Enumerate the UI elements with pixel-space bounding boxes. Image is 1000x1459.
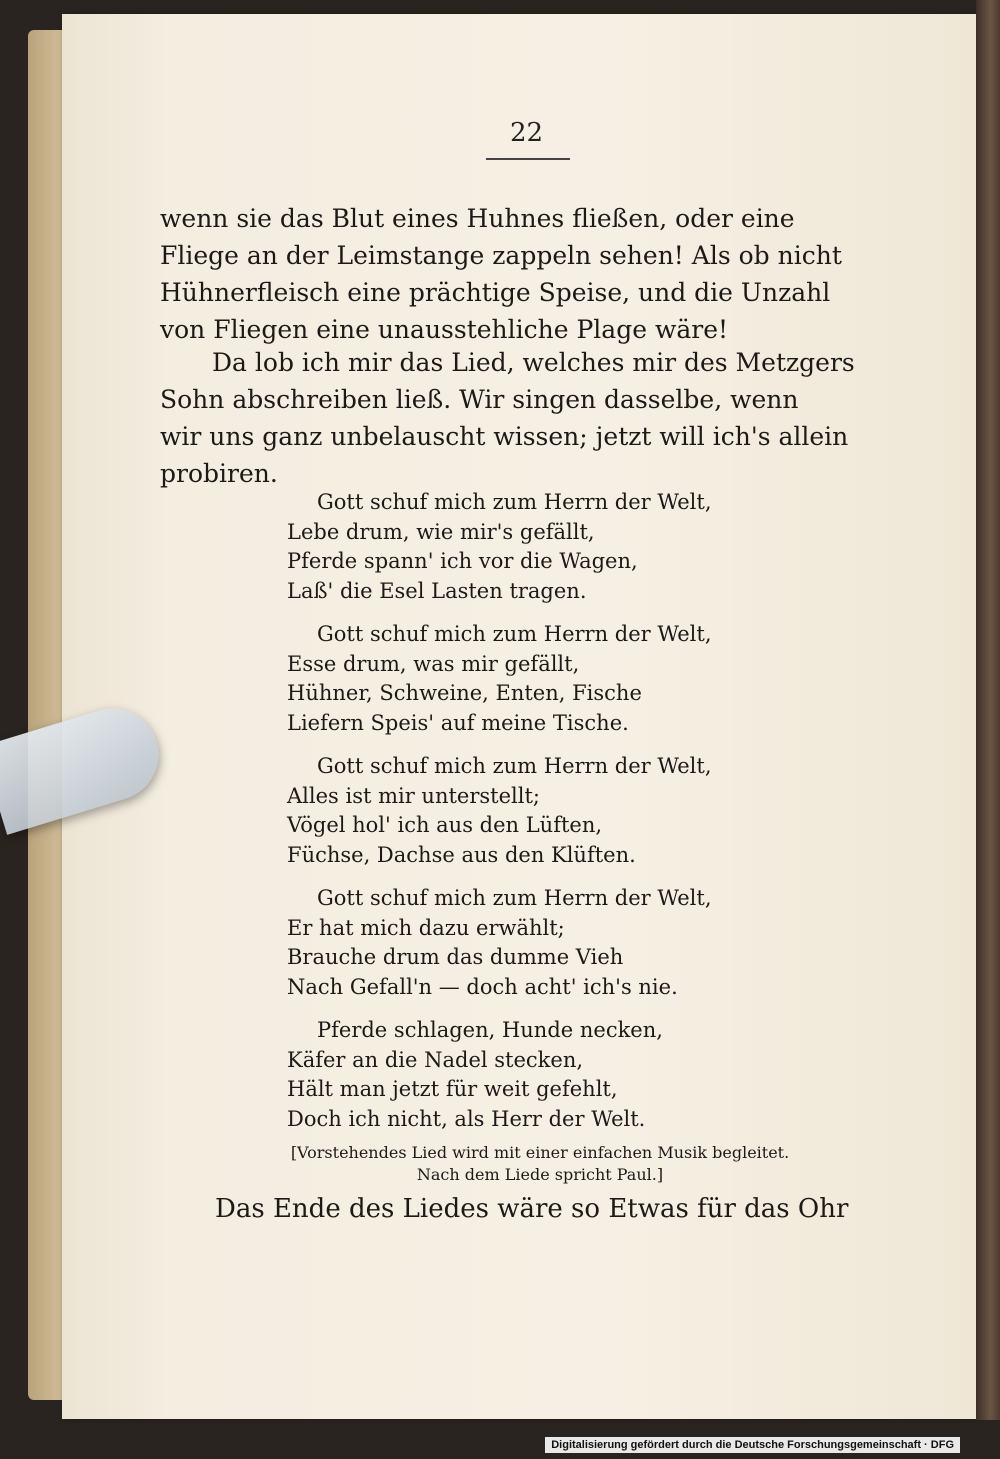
verse-line: Käfer an die Nadel stecken, [287, 1047, 584, 1072]
verse-line: Füchse, Dachse aus den Klüften. [287, 842, 636, 867]
text-line: Sohn abschreiben ließ. Wir singen dasselbe, wenn [160, 385, 799, 414]
verse-line: Nach Gefall'n — doch acht' ich's nie. [287, 974, 678, 999]
verse-line: Gott schuf mich zum Herrn der Welt, [317, 622, 712, 646]
page-number: 22 [510, 118, 544, 148]
verse-line: Hält man jetzt für weit gefehlt, [287, 1077, 618, 1102]
text-line: von Fliegen eine unausstehliche Plage wäre! [160, 315, 729, 344]
stanza-2 [287, 620, 712, 738]
verse-line: Brauche drum das dumme Vieh [287, 945, 624, 970]
text-line: Da lob ich mir das Lied, welches mir des Metzgers [212, 348, 855, 377]
paragraph-1 [160, 200, 905, 348]
stage-direction-line: Nach dem Liede spricht Paul.] [416, 1165, 664, 1184]
text-line: probiren. [160, 459, 278, 488]
verse-line: Alles ist mir unterstellt; [287, 783, 540, 808]
stanza-4 [287, 884, 712, 1002]
dfg-footer: Digitalisierung gefördert durch die Deutsche Forschungsgemeinschaft · DFG [545, 1437, 960, 1453]
verse-line: Gott schuf mich zum Herrn der Welt, [317, 754, 712, 778]
stanza-5 [287, 1016, 663, 1134]
verse-line: Lebe drum, wie mir's gefällt, [287, 519, 595, 544]
text-line: Hühnerfleisch eine prächtige Speise, und die Unzahl [160, 278, 831, 307]
verse-line: Pferde schlagen, Hunde necken, [317, 1018, 663, 1042]
verse-line: Pferde spann' ich vor die Wagen, [287, 549, 638, 574]
stage-direction [230, 1142, 850, 1186]
book-spine-shadow [976, 0, 1000, 1420]
verse-line: Gott schuf mich zum Herrn der Welt, [317, 490, 712, 514]
text-line: Fliege an der Leimstange zappeln sehen! Als ob nicht [160, 241, 842, 270]
closing-line: Das Ende des Liedes wäre so Etwas für das Ohr [215, 1194, 849, 1224]
stage-direction-line: [Vorstehendes Lied wird mit einer einfachen Musik begleitet. [290, 1143, 790, 1162]
stanza-3 [287, 752, 712, 870]
verse-line: Gott schuf mich zum Herrn der Welt, [317, 886, 712, 910]
header-rule [486, 158, 570, 160]
verse-line: Esse drum, was mir gefällt, [287, 651, 580, 676]
stanza-1 [287, 488, 712, 606]
verse-line: Hühner, Schweine, Enten, Fische [287, 681, 642, 706]
verse-line: Vögel hol' ich aus den Lüften, [287, 813, 603, 838]
text-line: wir uns ganz unbelauscht wissen; jetzt will ich's allein [160, 422, 849, 451]
paragraph-2 [160, 344, 905, 492]
text-line: wenn sie das Blut eines Huhnes fließen, oder eine [160, 204, 795, 233]
verse-line: Er hat mich dazu erwählt; [287, 915, 565, 940]
verse-line: Liefern Speis' auf meine Tische. [287, 710, 629, 735]
verse-line: Doch ich nicht, als Herr der Welt. [287, 1106, 646, 1131]
verse-line: Laß' die Esel Lasten tragen. [287, 578, 587, 603]
